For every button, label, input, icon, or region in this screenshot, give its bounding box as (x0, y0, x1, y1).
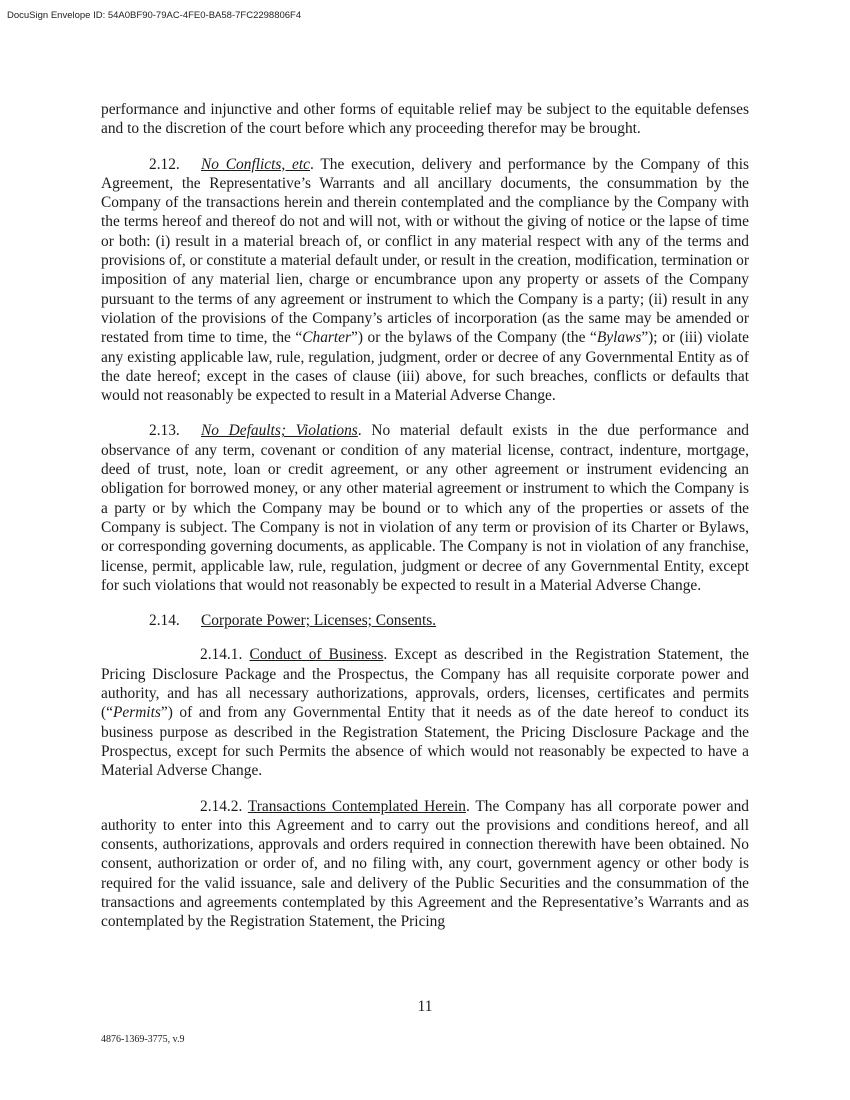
section-title: Transactions Contemplated Herein (247, 797, 466, 815)
section-title: Corporate Power; Licenses; Consents. (201, 612, 437, 630)
section-2-14-2 (101, 797, 749, 932)
section-text: . The Company has all corporate power and authority to enter into this Agreement and to carry out the provisions and conditions hereof, and all consents, authorizations, approvals and orders required in connection therewith have been obtained. No consent, authorization or order of, and no filing with, any court, government agency or other body is required for the valid issuance, sale and delivery of the Public Securities and the consummation of the transactions and agreements contemplated by this Agreement and the Representative’s Warrants and as contemplated by the Registration Statement, the Pricing (101, 797, 749, 931)
section-2-14-1 (101, 645, 749, 780)
section-text: . Except as described in the Registration Statement, the Pricing Disclosure Package and the Prospectus, the Company has all requisite corporate power and authority, and has all necessary authorizations, approvals, orders, licenses, certificates and permits (“ (101, 646, 749, 722)
defined-term-permits: Permits (112, 704, 161, 722)
section-2-14 (101, 611, 749, 630)
defined-term-bylaws: Bylaws (596, 329, 642, 347)
section-2-13 (101, 421, 749, 595)
section-number: 2.12. (149, 155, 180, 173)
section-number: 2.14. (149, 612, 180, 630)
document-body (101, 100, 749, 948)
section-number: 2.14.2. (200, 797, 243, 815)
page-number: 11 (417, 998, 433, 1015)
section-text: ”); or (iii) violate any existing applicable law, rule, regulation, judgment, order or decree of any Governmental Entity as of the date hereof; except in the cases of clause (iii) above, for such breaches, conflicts or defaults that would not reasonably be expected to result in a Material Adverse Change. (101, 329, 749, 405)
section-text: ”) of and from any Governmental Entity that it needs as of the date hereof to conduct its business purpose as described in the Registration Statement, the Pricing Disclosure Package and the Prospectus, except for such Permits the absence of which would not reasonably be expected to have a Material Adverse Change. (101, 704, 749, 780)
docusign-envelope-id: DocuSign Envelope ID: 54A0BF90-79AC-4FE0-BA58-7FC2298806F4 (7, 10, 302, 21)
section-number: 2.14.1. (200, 646, 243, 664)
section-title: No Defaults; Violations (201, 422, 358, 440)
section-text: . No material default exists in the due performance and observance of any term, covenant or condition of any material license, contract, indenture, mortgage, deed of trust, note, loan or credit agreement, or any other agreement or instrument evidencing an obligation for borrowed money, or any other material agreement or instrument to which the Company is a party or by which the Company may be bound or to which any of the properties or assets of the Company is subject. The Company is not in violation of any term or provision of its Charter or Bylaws, or corresponding governing documents, as applicable. The Company is not in violation of any franchise, license, permit, applicable law, rule, regulation, judgment or decree of any Governmental Entity, except for such violations that would not reasonably be expected to result in a Material Adverse Change. (101, 422, 749, 594)
section-title: Conduct of Business (249, 646, 384, 664)
section-title: No Conflicts, etc (201, 155, 310, 173)
section-number: 2.13. (149, 422, 180, 440)
section-text: . The execution, delivery and performance by the Company of this Agreement, the Representative’s Warrants and all ancillary documents, the consummation by the Company of the transactions herein and therein contemplated and the compliance by the Company with the terms hereof and thereof do not and will not, with or without the giving of notice or the lapse of time or both: (i) result in a material breach of, or conflict in any material respect with any of the terms and provisions of, or constitute a material default under, or result in the creation, modification, termination or imposition of any material lien, charge or encumbrance upon any property or assets of the Company pursuant to the terms of any agreement or instrument to which the Company is a party; (ii) result in any violation of the provisions of the Company’s articles of incorporation (as the same may be amended or restated from time to time, the “ (101, 155, 749, 347)
defined-term-charter: Charter (302, 329, 351, 347)
section-2-12 (101, 155, 749, 406)
paragraph-intro: performance and injunctive and other forms of equitable relief may be subject to the equitable defenses and to the discretion of the court before which any proceeding therefor may be brought. (101, 101, 749, 138)
document-id-footer: 4876-1369-3775, v.9 (101, 1034, 185, 1045)
section-text: ”) or the bylaws of the Company (the “ (351, 329, 597, 347)
